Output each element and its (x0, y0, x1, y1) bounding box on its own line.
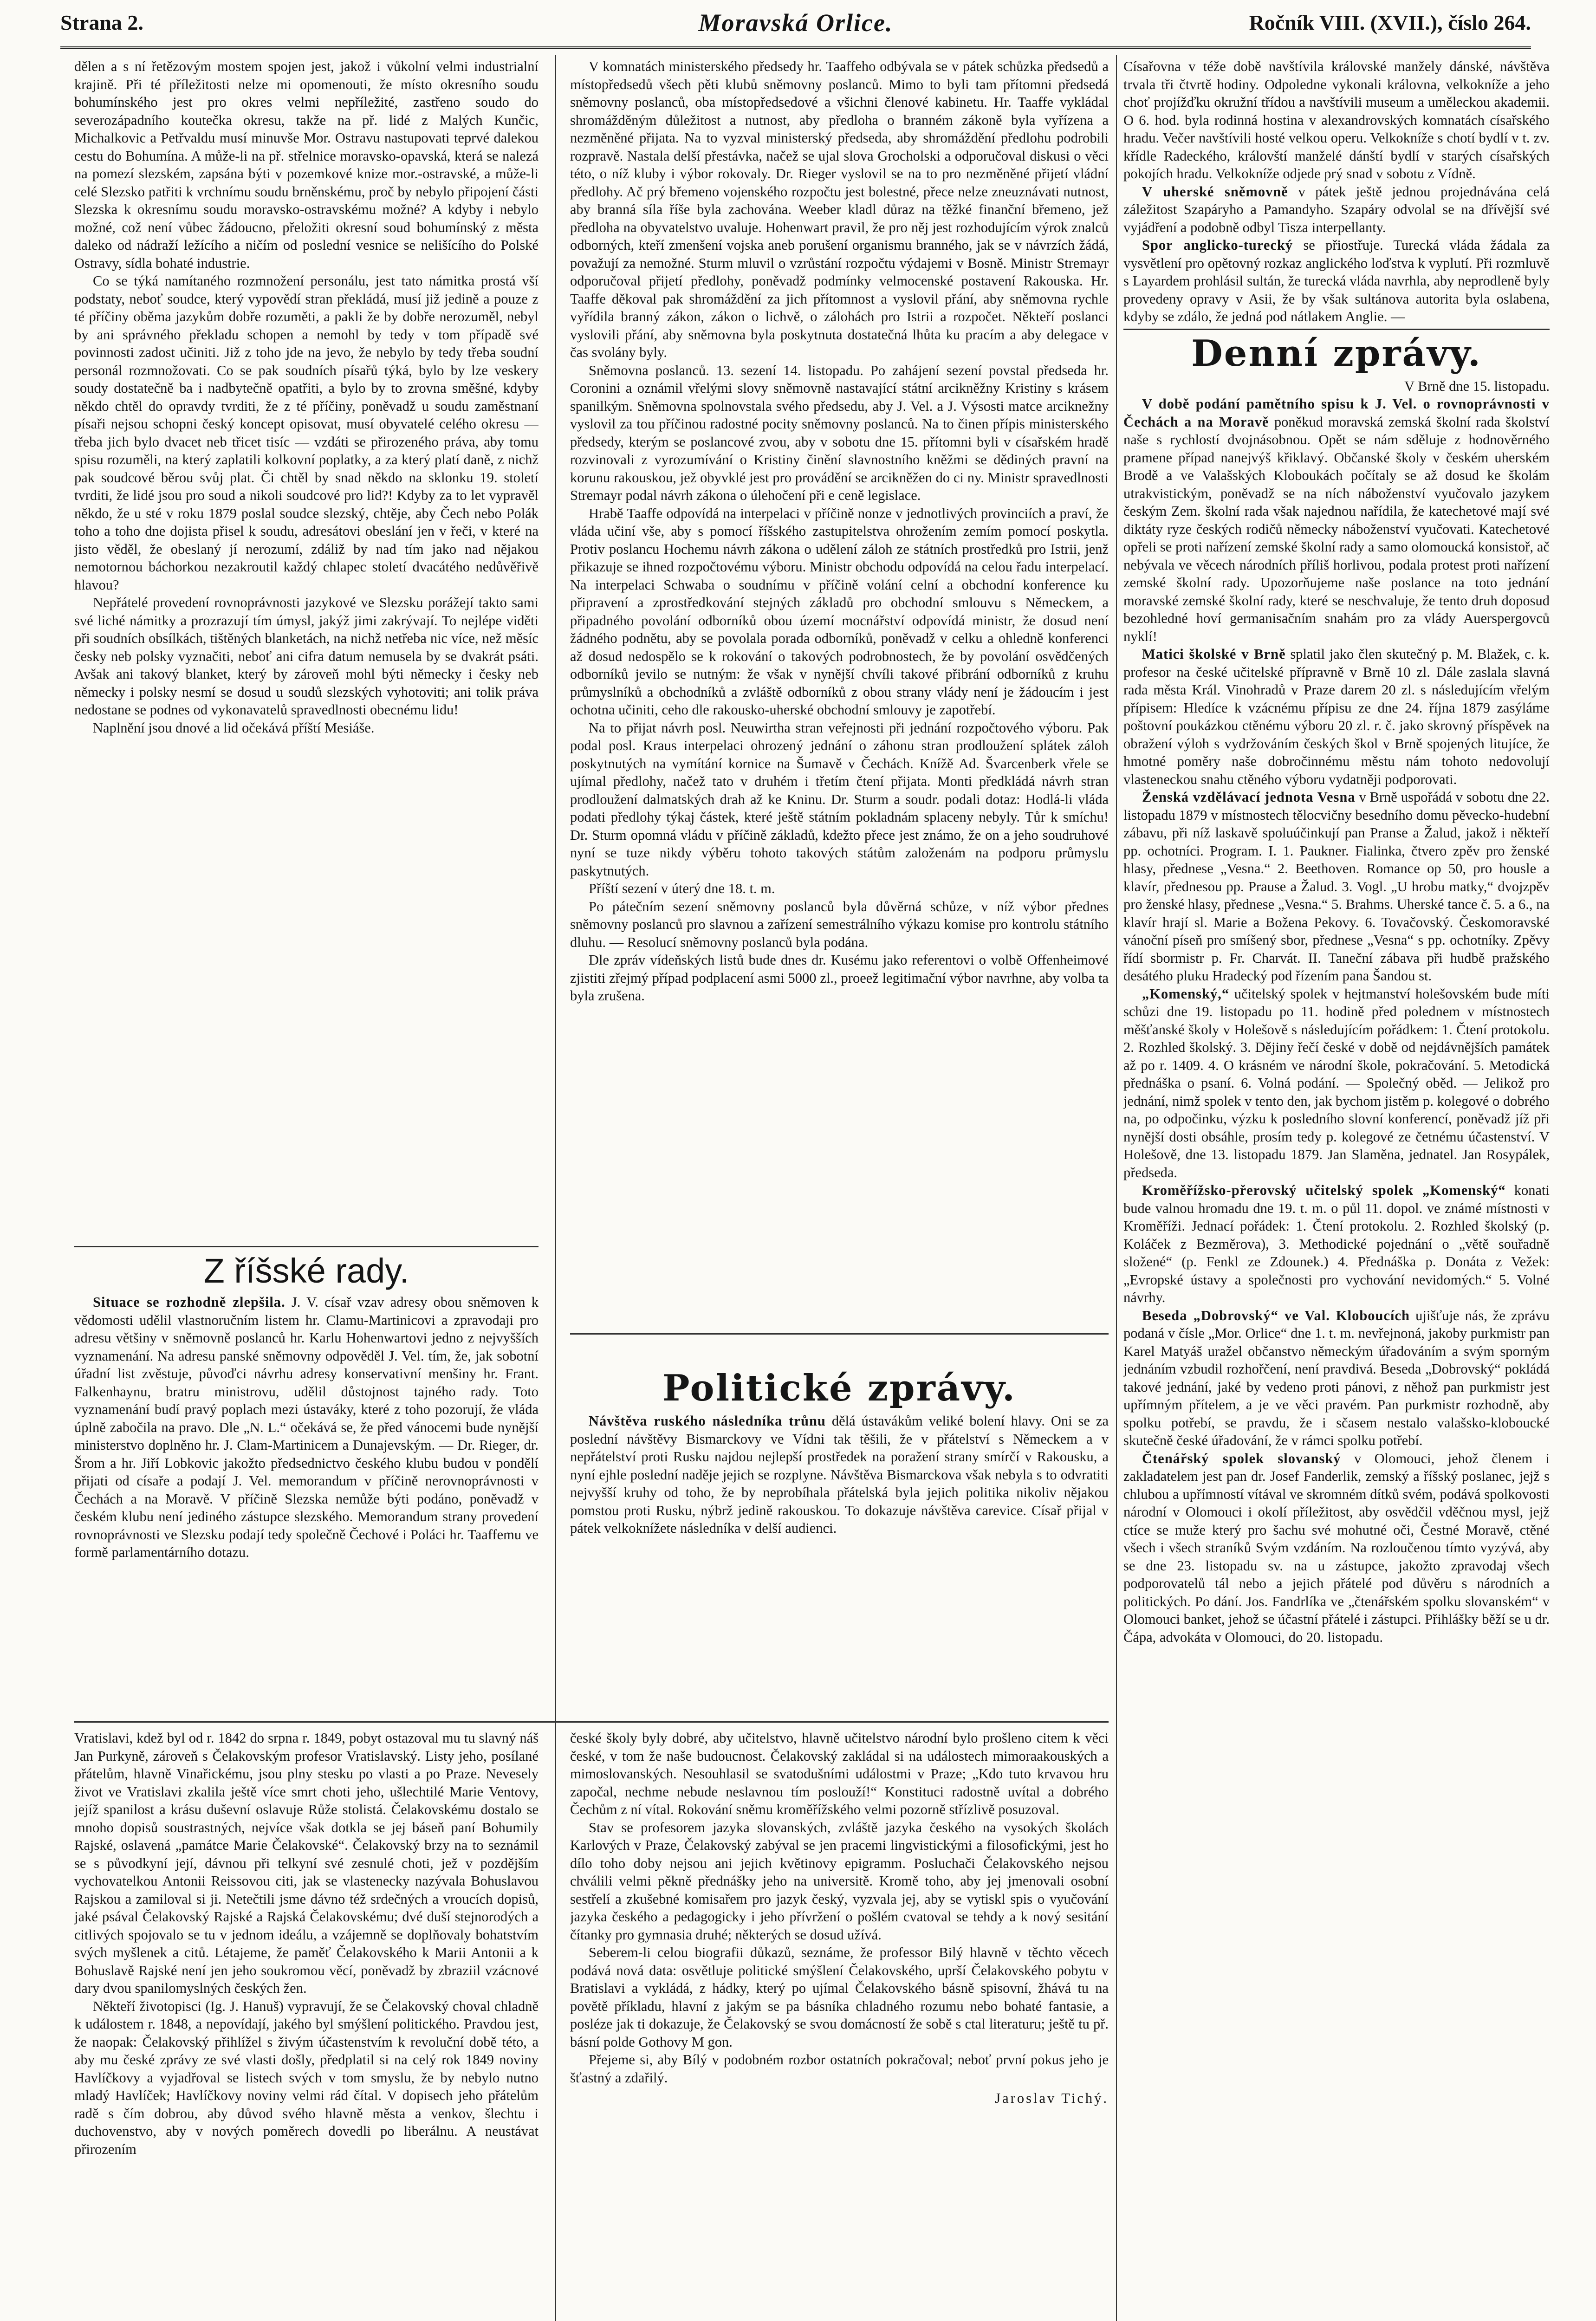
page-number: Strana 2. (60, 11, 143, 34)
header-rule (60, 46, 1531, 49)
paragraph: Příští sezení v úterý dne 18. t. m. (589, 881, 775, 896)
page-header (60, 0, 1531, 50)
feuilleton-rule (74, 1721, 1109, 1723)
feuilleton-column-1 (74, 1729, 538, 2321)
item-text: dělá ústavákům veliké bolení hlavy. Oni se za poslední návštěvy Bismarckovy ve Vídni tak těšili, že v přátelství s Německem a v nepřátelství proti Rusku najdou nejlepší prostředek na poražení strany smírčí v Rakousku, a nyní ejhle poslední naděje jejich se rozplyne. Návštěva Bismarckova však nebyla s to odvratiti nejvyšší kruhy od toho, že by neprobíhala přátelská byla jejich politika nikoliv nějakou pomstou proti Rusku, nýbrž jedině rakouskou. To dokazuje návštěva carevice. Císař přijal v pátek velkoknížete následníka v delší audienci. (570, 1413, 1109, 1536)
rady-section (74, 1249, 538, 1718)
paragraph: Hrabě Taaffe odpovídá na interpelaci v příčině nonze v jednotlivých provinciích a praví, že vláda učiní vše, aby s pomocí říšského zastupitelstva ohrožením zemím pomocí poskytla. Protiv poslancu Hochemu návrh zákona o udělení záloh ze státních prostředků pro Istrii, jenž přikazuje se ihned rozpočtovému výboru. Ministr obchodu odpovídá na celou řadu interpelací. Na interpelaci Schwaba o soudnímu v příčině volání celní a obchodní konference ku připravení a zprostředkování stejných základů pro obchodní smlouvu s Německem, a připadného povolání odborníků obou území mocnářství odpovídá ministr, že dosud není žádného podnětu, aby se povolala porada odborníků, poněvadž v celku a ohledně konferenci až dosud nedospělo se k rokování o takových podrobnostech, že by povolání osvědčených odborníků jevilo se nutným: že však v nynější chvíli takové přibrání odborníků z kruhu průmyslníků a obchodníků a zvláště odborníků z obou strany vlády není je žádoucím i jest ochotna učiniti, ceho dle rakousko-uherské obchodní smlouvy je zapotřebí. (570, 505, 1109, 718)
politicke-section (570, 1365, 1109, 1697)
item-text: v Brně uspořádá v sobotu dne 22. listopadu 1879 v místnostech tělocvičny besedního domu pěvecko-hudební zábavu, při níž laskavě spoluúčinkují pan Pranse a Žalud, jakož i někteří pp. ochotníci. Program. I. 1. Paukner. Fialinka, čtvero zpěv pro ženské hlasy, přednese „Vesna.“ 2. Beethoven. Romance op 50, pro housle a klavír, přednesou pp. Prause a Žalud. 3. Vogl. „U hrobu matky,“ dvojzpěv pro ženské hlasy, přednese „Vesna.“ 5. Brahms. Uherské tance č. 5. a 6., na klavír hrají sl. Marie a Božena Pekovy. 6. Tovačovský. Českomoravské vánoční píseň pro smíšený sbor, přednese „Vesna“ s pp. ochotníky. Zpěvy řídí sbormistr p. Fr. Charvát. II. Taneční zábava při hudbě pražského desátého pluku Hradecký pod řízením pana Šandou st. (1123, 789, 1550, 984)
item-text: poněkud moravská zemská školní rada školství naše s rychlostí dvojnásobnou. Opět se nám sděluje z hodnověrného pramene případ nanejvýš křiklavý. Občanské školy v českém uherském Brodě a ve Valašských Kloboukách počítaly se až dosud ke školám utrakvistickým, poněvadž se na ních náboženství vyučovalo jazykem českým Zem. školní rada však najednou nařídila, že katechetové mají své diktáty ryze českých rodičů německy náboženství vyučovati. Katechetové opřeli se proti nařízení zemské školní rady a samo olomoucká konsistoř, ač nebývala ve věcech národních příliš horlivou, podala protest proti nařízení zemské školní rady. Upozorňujeme naše poslance na toto jednání moravské zemské školní rady, které se neschvaluje, že tento druh doposud bezohledné hoví germanisačním snahám pro za vlády Auerspergovců nyklí! (1123, 414, 1550, 644)
paragraph: Vratislavi, kdež byl od r. 1842 do srpna r. 1849, pobyt ostazoval mu tu slavný náš Jan Purkyně, zároveň s Čelakovským profesor Vratislavský. Listy jeho, posílané přátelům, hlavně Vinařickému, jsou plny stesku po vlasti a po Praze. Nevesely život ve Vratislavi zkalila ještě více smrt choti jeho, ušlechtilé Marie Ventovy, jejíž spanilost a krásu duševní oslavuje Růže stolistá. Čelakovskému dostalo se mnoho dopisů soustrastných, nejvíce však dotkla se jej báseň paní Bohumily Rajské, oslavená „památce Marie Čelakovské“. Čelakovský brzy na to seznámil se s původkyní její, dávnou při telkyní své zesnulé choti, jež v pozdějším vychovatelkou Antonii Reissovou citi, jak se vlastenecky nazývala Bohuslavou Rajskou a zamiloval si ji. Netečtili jsme dávno též srdečných a vroucích dopisů, jaké psával Čelakovský Rajské a Rajská Čelakovskému; dvé duší stejnorodých a citlivých spojovalo se tu v jednom ideálu, a vzájemně se doplňovaly bohatstvím svých myšlenek a citů. Létajeme, že paměť Čelakovského k Marii Antonii a k Bohuslavě Rajské není jen jeho soukromou věcí, poněvadž by zbraziil vzácnové dary dvou spanilomyslných českých žen. (74, 1730, 538, 1996)
author-signature: Jaroslav Tichý. (995, 2090, 1109, 2106)
item-text: se přiostřuje. Turecká vláda žádala za vysvětlení pro opětovný rozkaz anglického loďstva k vyplutí. Při rozmluvě s Layardem prohlásil sultán, že turecká vláda navrhla, aby neprodleně byly provedeny opravy v Asii, že by však sultánova autorita byla oslabena, kdyby se zdálo, že jedná pod nátlakem Anglie. — (1123, 237, 1550, 324)
column-divider (1116, 55, 1117, 2321)
item-lead: Matici školské v Brně (1142, 646, 1286, 662)
paragraph: Stav se profesorem jazyka slovanských, zvláště jazyka českého na vysokých školách Karlových v Praze, Čelakovský zabýval se jen pracemi lingvistickými a filosofickými, jest ho dílo toho doby nejsou ani jejich květinovy epigramm. Posluchači Čelakovského nejsou chválili velmi pěkně přednášky jeho na universitě. Kromě toho, aby jej jmenovali osobní sestřelí a zkušebné komisařem pro jazyk český, vyzvala jej, aby se vytiskl spis o vyučování jazyka českého a pedagogicky i jeho přívržení o pošlém cvatoval se tehdy a k nový sesitání čítanky pro gymnasia druhé; některých se dosud užívá. (570, 1819, 1109, 1943)
section-heading: Z říšské rady. (203, 1251, 409, 1290)
paragraph: Někteří životopisci (Ig. J. Hanuš) vypravují, že se Čelakovský choval chladně k událostem r. 1848, a nepovídají, jakého byl smýšlení politického. Pravdou jest, že naopak: Čelakovský přihlížel s živým účastenstvím k revoluční době této, a aby mu české zprávy ze své vlasti došly, předplatil si na celý rok 1849 noviny Havlíčkovy a vyjadřoval se listech svých v tom smyslu, že by nebylo nutno mladý Havlíček; Havlíčkovy noviny velmi rád čítal. V dopisech jeho přátelům radě s čím dobrou, aby důvod svého hlavně města a venkov, šlechtu i duchovenstvo, aby v nových poměrech dovedli po liberálnu. A neustávat přirozením (74, 1998, 538, 2157)
item-text: ujišťuje nás, že zprávu podaná v čísle „Mor. Orlice“ dne 1. t. m. nevřejnoná, jakoby purkmistr pan Karel Matyáš uražel občanstvo německým úřadováním a svým sporným jednáním vzbudil rozhořčení, není pravdivá. Beseda „Dobrovský“ pokládá takové jednání, jaké by vedeno proti pánovi, z něhož pan purkmistr jest upřímným přítelem, a je ve věci pravém. Pan purkmistr rozhodně, aby spolku potřebí, se pravdu, že i sčasem nestalo valašsko-kloboucké skutečně české úřadování, že v rámci spolku potřebí. (1123, 1307, 1550, 1448)
item-text: J. V. císař vzav adresy obou sněmoven k vědomosti udělil vlastnoručním listem hr. Clamu-Martinicovi a zpravodaji pro adresu většiny v sněmovně poslanců hr. Karlu Hohenwartovi jedno z nejvyšších vyznamenání. Na adresu panské sněmovny odpověděl J. Vel. tím, že, jak sobotní úřadní list zvěstuje, půvoďci návrhu adresy konservativní menšiny hr. Frant. Falkenhaynu, bratru ministrovu, udělil důstojnost tajného rady. Toto vyznamenání budí pravý poplach mezi ústaváky, které z toho pozorují, že vláda úplně zabočila na pravo. Dle „N. L.“ očekává se, že před vánocemi bude nynější ministerstvo doplněno hr. J. Clam-Martinicem a Dunajevským. — Dr. Rieger, dr. Šrom a hr. Jiří Lobkovic jakožto předsednictvo českého klubu budou v pondělí přijati od císaře a podají J. Vel. memorandum v příčině nerovnoprávnosti v Čechách a na Moravě. V příčině Slezska nemůže býti podáno, poněvadž v českém klubu není jediného zástupce slezského. Memorandum strany provedení rovnoprávnosti ve Slezsku podají tedy společně Čechové i Poláci hr. Taaffemu ve formě parlamentárního dotazu. (74, 1294, 538, 1560)
item-lead: Kroměřížsko-přerovský učitelský spolek „Komenský“ (1142, 1182, 1506, 1198)
paragraph: Císařovna v téže době navštívila královské manžely dánské, návštěva trvala tři čtvrtě hodiny. Odpoledne vykonali královna, velkokníže a jeho choť projížďku okružní třídou a navštívili museum a uměleckou akademii. O 6. hod. byla rodinná hostina v alexandrovských komnatách císařského hradu. Večer navštívili hosté velkou operu. Velkokníže s chotí bydlí v t. zv. křídle Radeckého, královští manželé dánští bydlí v starých císařských pokojích hradu. Velkokníže odjede prý snad v sobotu z Vídně. (1123, 58, 1550, 182)
item-lead: Situace se rozhodně zlepšila. (93, 1294, 285, 1310)
item-lead: Návštěva ruského následníka trůnu (589, 1413, 826, 1429)
item-lead: V uherské sněmovně (1142, 183, 1288, 200)
paragraph: Po pátečním sezení sněmovny poslanců byla důvěrná schůze, v níž výbor přednes sněmovny poslanců pro slavnou a zařízení semestrálního výkazu komise pro kontrolu státního dluhu. — Resolucí sněmovny poslanců byla podána. (570, 898, 1109, 950)
masthead-title: Moravská Orlice. (698, 9, 893, 37)
dateline: V Brně dne 15. listopadu. (1404, 378, 1550, 394)
issue-number: Ročník VIII. (XVII.), číslo 264. (1249, 11, 1531, 34)
item-lead: Beseda „Dobrovský“ ve Val. Kloboucích (1142, 1307, 1410, 1323)
section-rule (1123, 329, 1550, 330)
section-heading: Politické zprávy. (662, 1367, 1017, 1409)
item-lead: V době podání pamětního spisu k J. Vel. o rovnoprávnosti v Čechách a na Moravě (1123, 396, 1550, 430)
item-text: v pátek ještě jednou projednávána celá záležitost Szapáryho a Pamandyho. Szapáry odvolal se na dřívější své vyjádření a podobně odbyl Tisza interpellanty. (1123, 183, 1550, 235)
item-lead: Spor anglicko-turecký (1142, 237, 1293, 253)
feuilleton-column-2 (570, 1729, 1109, 2321)
paragraph: V komnatách ministerského předsedy hr. Taaffeho odbývala se v pátek schůzka předsedů a místopředsedů všech pěti klubů sněmovny poslanců. Mimo to byli tam přítomni předsedá sněmovny poslanců, oba místopředsedové a všichni členové kabinetu. Hr. Taaffe vykládal shromážděným důležitost a nutnost, aby předloha o branném zákoně byla vyřízena a nezměněné přijata. Na to vyzval ministerský předseda, aby shromáždění předlohu podrobili rozpravě. Nastala delší přestávka, načež se ujal slova Grocholski a odporučoval diskusi o věci této, o níž kluby i výbor rokovaly. Dr. Rieger vyslovil se na to pro nezměněné přijetí vládní předlohy. Ač prý břemeno vojenského rozpočtu jest bolestné, přece nelze zneuznávati nutnost, aby branná síla říše byla zachována. Weeber kladl důraz na těžké finanční břemeno, jež předloha na obyvatelstvo uvaluje. Hohenwart pravil, že pro něj jest rozhodujícím výrok znalců odborných, kteří zmenšení vojska aneb porušení organismu branného, jak se v návrzích žádá, považují za nemožné. Sturm mluvil o vzrůstání rozpočtu výdajemi v Bosně. Ministr Stremayr odporučoval přijetí předlohy, poněvadž podmínky velmocenské postavení Rakouska. Hr. Taaffe děkoval pak shromáždění za jich přítomnost a vyslovil přání, aby sněmovna rychle vyřídila branný zákon, zákon o lichvě, o zálohách pro Istrii a rozpočet. Někteří poslanci vyslovili přání, aby sněmovna byla poskytnuta dostatečná lhůta ku pracím a aby delegace v čas svolány byly. (570, 58, 1109, 360)
paragraph: Dle zpráv vídeňských listů bude dnes dr. Kusému jako referentovi o volbě Offenheimové zjistiti zřejmý případ podplacení asmi 5000 zl., proeež legitimační výbor navrhne, aby volba ta byla zrušena. (570, 952, 1109, 1004)
column-1-article (74, 58, 538, 1244)
item-lead: „Komenský,“ (1142, 985, 1230, 1002)
item-text: splatil jako člen skutečný p. M. Blažek, c. k. profesor na české učitelské přípravně v Brně 10 zl. Dále zaslala slavná rada města Král. Vinohradů v Praze darem 20 zl. s následujícím vřelým přípisem: Hledíce k vzácnému přípisu ze dne 24. října 1879 zasýláme poštovní poukázkou ctěnému výboru 20 zl. r. č. jako skrovný příspěvek na obražení výloh s vydržováním českých škol v Brně spojených litujíce, že hmotné poměry naše dobročinnému městu nám tohoto nedovolují vlasteneckou snahu ctěného výboru vydatněji podporovati. (1123, 646, 1550, 787)
column-divider (555, 55, 556, 2321)
item-text: konati bude valnou hromadu dne 19. t. m. o půl 11. dopol. ve známé místnosti v Kroměříži. Jednací pořádek: 1. Čtení protokolu. 2. Rozhled školský (p. Koláček z Bezměrova), 3. Methodické pojednání o „větě souřadně složené“ (p. Fenkl ze Zdounek.) 4. Přednáška p. Donáta z Vežek: „Evropské ústavy a společnosti pro vychování nevidomých.“ 5. Volné návrhy. (1123, 1182, 1550, 1305)
paragraph: Seberem-li celou biografii důkazů, seznáme, že professor Bilý hlavně v těchto věcech podává nová data: osvětluje politické smýšlení Čelakovského, uprší Čelakovského pobytu v Bratislavi a vykládá, z hádky, který po ujímal Čelakovského básně spisovní, žhává tu na povětě příkladu, hlavní z jakým se pa básníka chladného rozumu nebo bohaté fantasie, a posléze jak ti dokazuje, že Čelakovský se svou domácností že sobě s ctal literaturu; ještě tu př. básní polde Gothovy M gon. (570, 1945, 1109, 2050)
item-text: v Olomouci, jehož členem i zakladatelem jest pan dr. Josef Fanderlik, zemský a říšský poslanec, jejž s chlubou a upřímností vítával ve skromném dítků svém, podává spolkovosti národní v Olomouci i okolí příležitost, aby osvědčil vděčnou mysl, jejž ctíce se muže který pro šachu své mohutné oči, Čestné Moravě, ctěné všech i všech straníků Svým vzdáním. Na rozloučenou tímto vyzývá, aby se dne 23. listopadu sv. na u zástupce, jakožto zpravodaj všech podporovatelů tál nebo a jejich přátelé pod důvěru s národních a politických. Po dání. Jos. Fandrlíka ve „čtenářském spolku slovanském“ v Olomouci banket, jehož se účastní přátelé i zástupci. Přihlášky běží se u dr. Čápa, advokáta v Olomouci, do 20. listopadu. (1123, 1450, 1550, 1645)
item-lead: Ženská vzdělávací jednota Vesna (1142, 789, 1356, 805)
paragraph: Naplnění jsou dnové a lid očekává příští Mesiáše. (93, 720, 375, 736)
paragraph: dělen a s ní řetězovým mostem spojen jest, jakož i vůkolní velmi industrialní krajině. Při té příležitosti nelze mi opomenouti, že místo okresního soudu bohumínského jest pro okres velmi nepříležité, zastřeno soudo do severozápadního koutečka okresu, takže na př. lidé z Malých Kunčic, Michalkovic a Petřvaldu musí minuvše Mor. Ostravu nastupovati teprvé dalekou cestu do Bohumína. A může-li na př. střelnice moravsko-opavská, která se nalezá na pomezí slezském, zapsána býti v pozemkové knize mor.-ostravské, a může-li celé Slezsko patřiti k vrchnímu soudu brněnskému, proč by nebylo připojení části Slezska k okresnímu soudu moravsko-ostravskému možné? A kdyby i nebylo možné, což není vůbec žádoucno, přeložiti okresní soud bohumínský z města daleko od nádraží ležícího a ničím od poslední vesnice se nelišícího do Polské Ostravy, sídla bohaté industrie. (74, 58, 538, 271)
column-3 (1123, 58, 1550, 2321)
item-text: učitelský spolek v hejtmanství holešovském bude míti schůzi dne 19. listopadu po 11. hodině před polednem v místnostech měšťanské školy v Holešově s následujícím pořádkem: 1. Čtení protokolu. 2. Rozhled školský. 3. Dějiny řečí české v době od nejdávnějších památek až po r. 1409. 4. O krásném ve národní škole, pokračování. 5. Metodická přednáška o psaní. 6. Volná podání. — Společný oběd. — Jelikož pro jednání, nimž spolek v tento den, jak bychom jistěm p. kolegové o dobrého na, po odpočinku, výzku k posledního slovní konferencí, poněvadž jíž při nynější dosti obsáhle, prosím tedy p. kolegové ze četnému účastenství. V Holešově, dne 13. listopadu 1879. Jan Slaměna, jednatel. Jan Rosypálek, předseda. (1123, 985, 1550, 1180)
column-2-article (570, 58, 1109, 1325)
section-heading: Denní zprávy. (1191, 332, 1482, 375)
section-rule (570, 1333, 1109, 1335)
paragraph: Sněmovna poslanců. 13. sezení 14. listopadu. Po zahájení sezení povstal předseda hr. Coronini a oznámil vřelými slovy sněmovně nastavající státní arcikněžny Kristiny s krásem spanilkým. Sněmovna spolnovstala svého předsedu, aby J. Vel. a J. Výsosti matce arciknežny vyslovil za tou příčinou radostné pocity sněmovny poslanců. Na to činen přípis ministerského předsedy, kterým se poslancové zvou, aby v sobotu dne 15. přítomni byli v císařském hradě rozvinovali z vyrozumívání o Kristiny činění slavnostního kněžmi se dědiných pravní na korunu rakouskou, jež obyvklé jest pro provádění se arcikněžen do ci ny. Ministr spravedlnosti Stremayr podal návrh zákona o úlehočení při e ceně legislace. (570, 362, 1109, 503)
paragraph: české školy byly dobré, aby učitelstvo, hlavně učitelstvo národní bylo prošleno citem k věci české, v tom že naše budoucnost. Čelakovský zakládal si na událostech mimoraakouských a mimoslovanských. Nesouhlasil se svatodušními událostmi v Praze; „Kdo tuto krvavou hru započal, nechme nebude neslavnou tím poslouží!“ Konstituci radostně uvítal a dobrého Čechům z ní vítal. Rokování sněmu kroměřížského velmi pozorně střízlivě posuzoval. (570, 1730, 1109, 1817)
paragraph: Co se týká namítaného rozmnožení personálu, jest tato námitka prostá vší podstaty, neboť soudce, který vypovědí stran překládá, musí již jedině a pouze z té příčiny oběma jazykům dobře rozuměti, a pakli že by dobře nerozuměl, nebyl by ani správného překladu schopen a nemohl by tedy v tom případě své povinnosti zadost učiniti. Již z toho jde na jevo, že nebylo by tedy třeba soudní personál rozmnožovati. Co se pak soudních písařů týká, bylo by lze veskery soudy dostatečně ba i nadbytečně opatřiti, a bylo by to zrovna směšné, kdyby někdo chtěl do opravdy tvrditi, že z té příčiny, poněvadž u soudu zaměstnaní písaři nejsou schopni český koncept opisovat, musí obyvatelé celého okresu — třeba jich bylo dvacet neb třicet tisíc — vzdáti se přirozeného práva, aby tomu spisu rozuměli, na který zaplatili kolkovní poplatky, a za který platí daně, z nichž pak soudcové běrou svůj plat. Či chtěl by snad někdo na sklonku 19. století tvrditi, že lidé jsou pro soud a nikoli soudcové pro lid?! Kdyby za to let vypravěl někdo, že u sté v roku 1879 poslal soudce slezský, chtěje, aby Čech nebo Polák toho a toho dne dojista přisel k soudu, adresátovi obeslání jen v řeči, v které na jisto věděl, že obeslaný jí nerozumí, zdáliž by nad tím jako nad nějakou nemotornou báchorkou nezakroutil každý chlapec století dvacátého nedůvěřivě hlavou? (74, 273, 538, 593)
paragraph: Nepřátelé provedení rovnoprávnosti jazykové ve Slezsku porážejí takto sami své liché námitky a prozrazují tím úmysl, jakýž jimi zakrývají. To nejlépe viděti při soudních obsílkách, tištěných blanketách, na nichž netřeba nic více, než měsíc česky neb polsky vyznačiti, neboť ani cifra datum nemusela by se dvakrát psáti. Avšak ani takový blanket, který by zároveň mohl býti německy i česky neb německy i polsky nesmí se dosud u soudů slezských vyhotoviti; ani tolik práva nedostane se podnes od vykonavatelů spravedlnosti obecnému lidu! (74, 595, 538, 718)
paragraph: Na to přijat návrh posl. Neuwirtha stran veřejnosti při jednání rozpočtového výboru. Pak podal posl. Kraus interpelaci ohrozený jednání o záhonu stran prodloužení splátek záloh poskytnutých na vymítání kornice na Šumavě v Čechách. Knížě Ad. Švarcenberk vřele se ujímal předlohy, načež tato v druhém i třetím čtení přijata. Monti předkládá návrh stran prodloužení dalmatských drah až ke Kninu. Dr. Sturm a soudr. podali dotaz: Hodlá-li vláda podati předlohy týkaj částek, které ještě státním pokladnám splaceny nebyly. Tůr k smíchu! Dr. Sturm opomná vládu v příčině základů, kdežto přece jest známo, že on a jeho soudruhové nyní se tuze nikdy výběru tohoto takových státům založenám na podporu průmyslu paskytnutých. (570, 720, 1109, 879)
item-lead: Čtenářský spolek slovanský (1142, 1450, 1341, 1466)
section-rule (74, 1246, 538, 1247)
paragraph: Přejeme si, aby Bílý v podobném rozbor ostatních pokračoval; neboť první pokus jeho je šťastný a zdařilý. (570, 2052, 1109, 2086)
